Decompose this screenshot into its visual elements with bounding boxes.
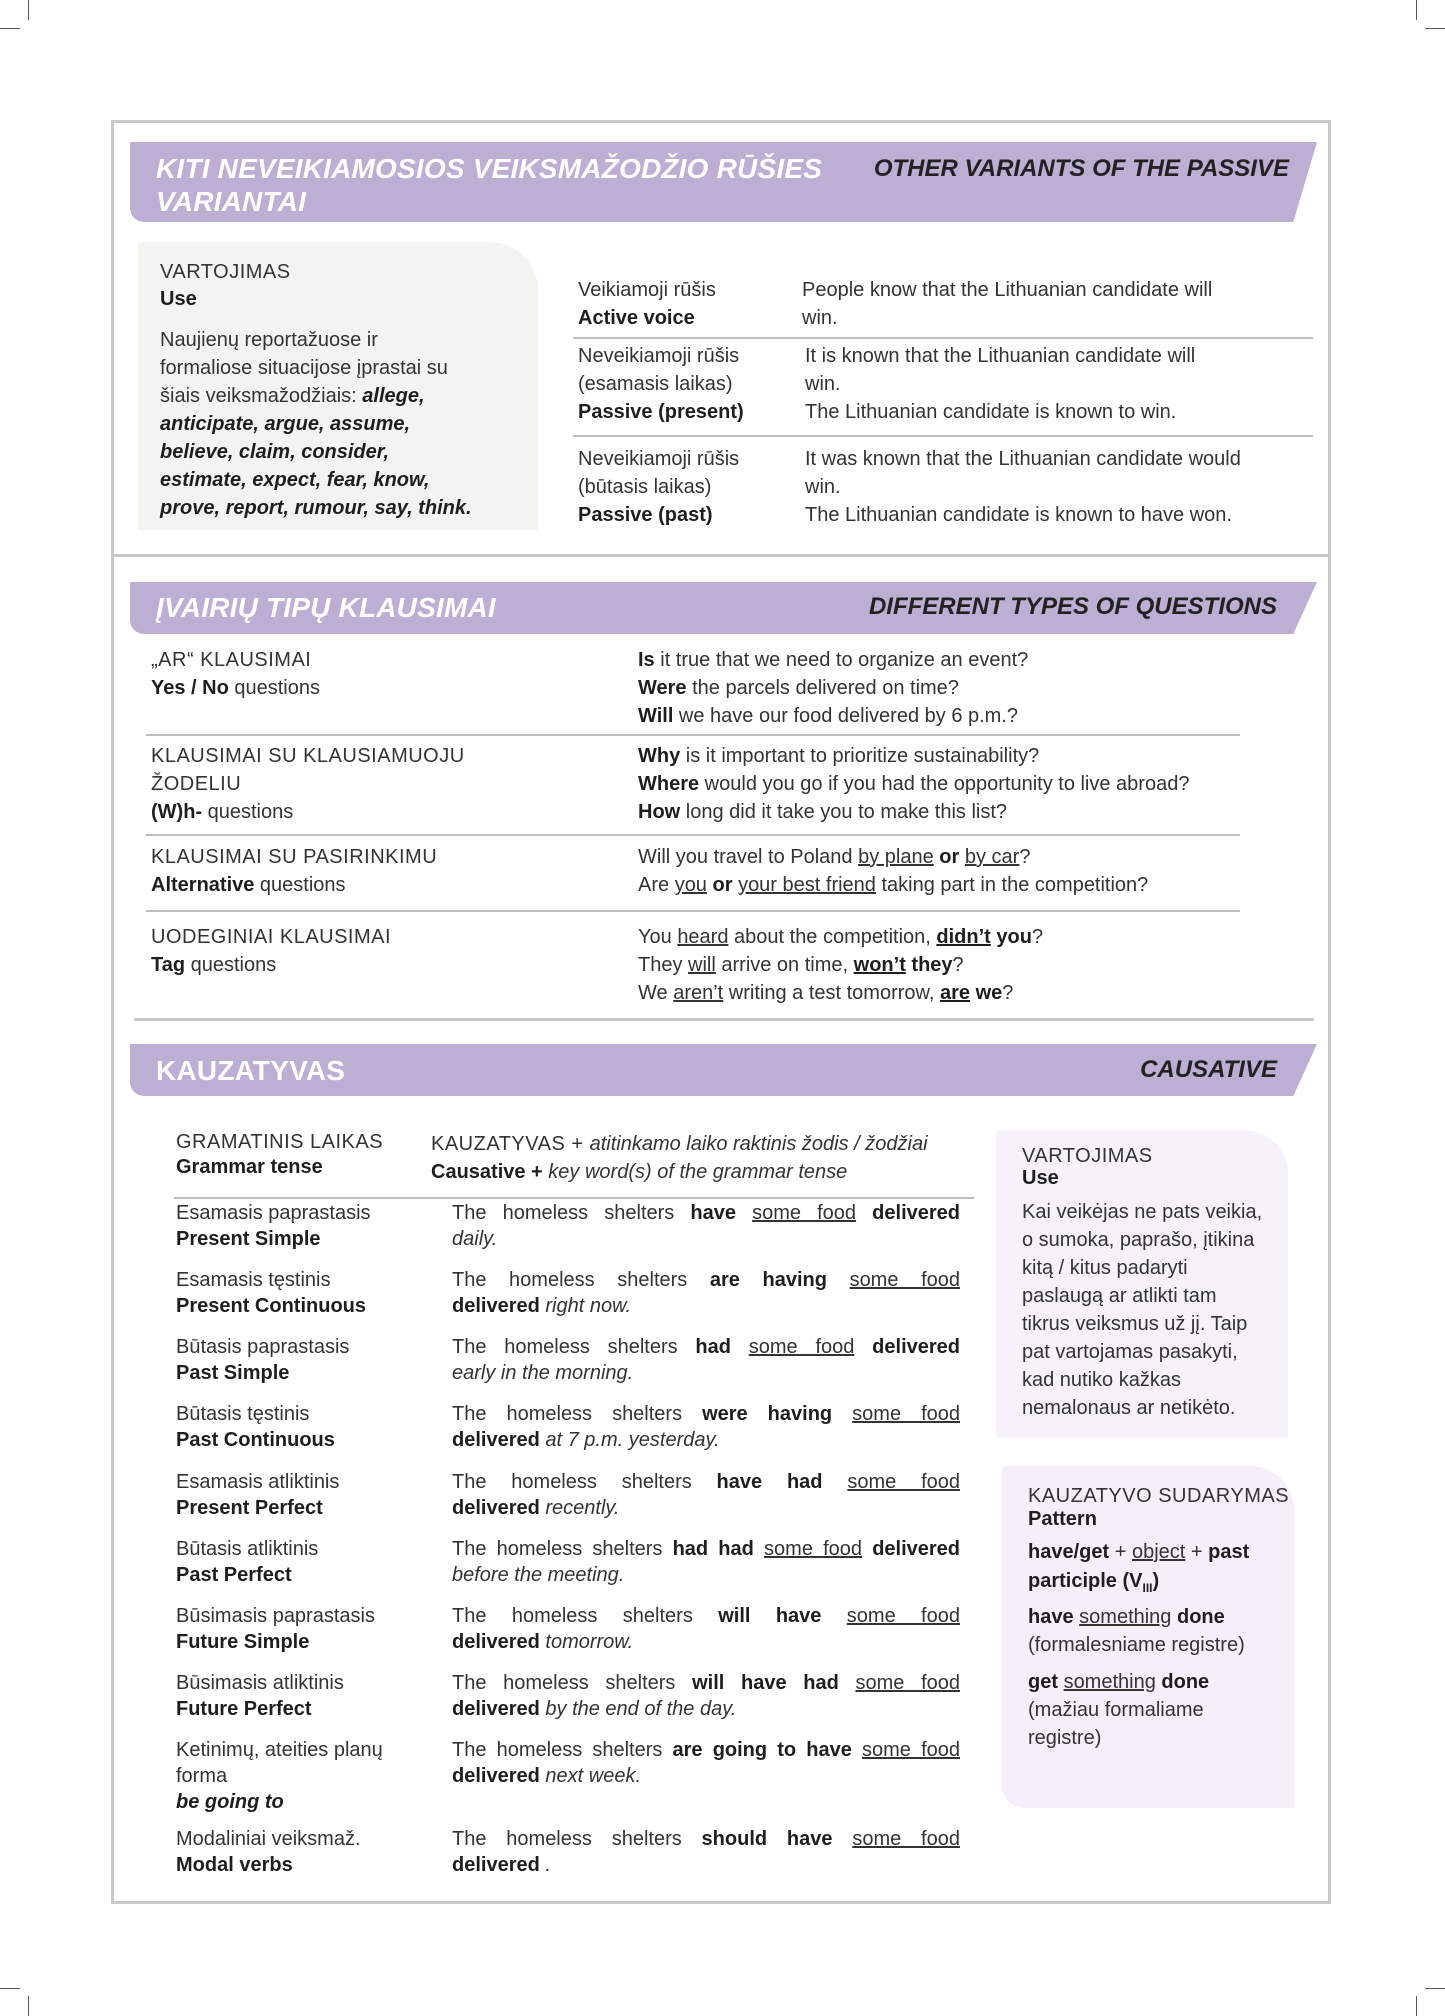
causative-example: The homeless shelters have had some food delivered recently. [452, 1471, 960, 1519]
section-header-passive [130, 142, 1317, 222]
crop-mark [28, 1996, 29, 2016]
causative-header-tense: GRAMATINIS LAIKAS Grammar tense [176, 1131, 384, 1178]
causative-example: The homeless shelters will have some food delivered tomorrow. [452, 1605, 960, 1653]
pattern-get-something-done: get something done (mažiau formaliame registre) [1028, 1671, 1210, 1749]
section-separator [134, 1018, 1314, 1021]
question-type-wh: KLAUSIMAI SU KLAUSIAMUOJU ŽODELIU (W)h- questions [151, 745, 465, 823]
passive-row-past-example: It was known that the Lithuanian candidate would win. The Lithuanian candidate is known to have won. [805, 448, 1241, 526]
causative-header-pattern: KAUZATYVAS + atitinkamo laiko raktinis žodis / žodžiai Causative + key word(s) of the grammar tense [431, 1133, 928, 1183]
causative-example: The homeless shelters will have had some food delivered by the end of the day. [452, 1672, 961, 1720]
tense-name: Esamasis atliktinis Present Perfect [176, 1471, 340, 1519]
causative-example: The homeless shelters should have some food delivered . [452, 1828, 960, 1876]
question-type-yesno: „AR“ KLAUSIMAI Yes / No questions [151, 649, 320, 699]
row-divider [146, 910, 1240, 912]
section-header-questions [130, 582, 1317, 634]
section-title-lt: ĮVAIRIŲ TIPŲ KLAUSIMAI [156, 592, 496, 623]
section-header-causative [130, 1044, 1317, 1096]
row-divider [146, 734, 1240, 736]
row-divider [146, 834, 1240, 836]
section-title-en: DIFFERENT TYPES OF QUESTIONS [868, 593, 1277, 620]
crop-mark [0, 1988, 20, 1989]
table-header-divider [174, 1197, 974, 1199]
tense-name: Ketinimų, ateities planų forma be going to [176, 1739, 383, 1813]
passive-row-present: Neveikiamoji rūšis (esamasis laikas) Passive (present) [578, 345, 744, 423]
section-title-en: OTHER VARIANTS OF THE PASSIVE [873, 155, 1289, 182]
question-type-alternative: KLAUSIMAI SU PASIRINKIMU Alternative questions [151, 846, 438, 896]
question-examples-wh: Why is it important to prioritize sustainability? Where would you go if you had the opportunity to live abroad? How long did it take you to make this list? [638, 745, 1190, 823]
crop-mark [1425, 1988, 1445, 1989]
causative-example: The homeless shelters were having some food delivered at 7 p.m. yesterday. [452, 1403, 960, 1451]
causative-example: The homeless shelters are having some food delivered right now. [452, 1269, 960, 1317]
pattern-label-en: Pattern [1028, 1508, 1097, 1530]
passive-row-present-example: It is known that the Lithuanian candidate will win. The Lithuanian candidate is known to win. [805, 345, 1196, 423]
tense-name: Būtasis paprastasis Past Simple [176, 1336, 350, 1384]
tense-name: Būtasis atliktinis Past Perfect [176, 1538, 319, 1586]
passive-row-active-example: People know that the Lithuanian candidate will win. [802, 279, 1213, 329]
use-text: Naujienų reportažuose ir formaliose situacijose įprastai su šiais veiksmažodžiais: allege, anticipate, argue, assume, believe, claim, consider, estimate, expect, fear, know, prove, report, rumour, say, think. [160, 329, 472, 519]
section-title-lt: KAUZATYVAS [156, 1055, 346, 1086]
section-title-lt: KITI NEVEIKIAMOSIOS VEIKSMAŽODŽIO RŪŠIES VARIANTAI [156, 153, 823, 217]
causative-example: The homeless shelters had some food delivered early in the morning. [452, 1336, 960, 1384]
passive-row-past: Neveikiamoji rūšis (būtasis laikas) Passive (past) [578, 448, 740, 526]
section-separator [114, 554, 1328, 557]
tense-name: Modaliniai veiksmaž. Modal verbs [176, 1828, 361, 1876]
use-label-lt: VARTOJIMAS [160, 261, 291, 283]
causative-use-text: Kai veikėjas ne pats veikia, o sumoka, paprašo, įtikina kitą / kitus padaryti paslaugą ar atlikti tam tikrus veiksmus už jį. Taip pat vartojamas pasakyti, kad nutiko kažkas nemalonaus ar netikėto. [1022, 1201, 1263, 1419]
pattern-formula: have/get + object + past participle $(V_{III})$ [1028, 1541, 1250, 1595]
causative-use-label-lt: VARTOJIMAS [1022, 1145, 1153, 1167]
crop-mark [1416, 1996, 1417, 2016]
tense-name: Būsimasis paprastasis Future Simple [176, 1605, 375, 1653]
crop-mark [1416, 0, 1417, 20]
crop-mark [28, 0, 29, 20]
crop-mark [0, 28, 20, 29]
causative-use-label-en: Use [1022, 1167, 1059, 1189]
question-examples-alternative: Will you travel to Poland by plane or by car? Are you or your best friend taking part in the competition? [638, 846, 1149, 896]
passive-row-active: Veikiamoji rūšis Active voice [578, 279, 716, 329]
question-examples-tag: You heard about the competition, didn’t you? They will arrive on time, won’t they? We aren’t writing a test tomorrow, are we? [638, 926, 1044, 1004]
tense-name: Būtasis tęstinis Past Continuous [176, 1403, 335, 1451]
question-type-tag: UODEGINIAI KLAUSIMAI Tag questions [151, 926, 392, 976]
causative-example: The homeless shelters have some food delivered daily. [452, 1202, 960, 1250]
tense-name: Būsimasis atliktinis Future Perfect [176, 1672, 344, 1720]
tense-name: Esamasis paprastasis Present Simple [176, 1202, 371, 1250]
use-label-en: Use [160, 288, 197, 310]
crop-mark [1425, 28, 1445, 29]
tense-name: Esamasis tęstinis Present Continuous [176, 1269, 367, 1317]
section-title-en: CAUSATIVE [1140, 1056, 1277, 1083]
pattern-have-something-done: have something done (formalesniame registre) [1028, 1606, 1245, 1656]
row-divider [573, 435, 1313, 437]
pattern-label-lt: KAUZATYVO SUDARYMAS [1028, 1485, 1290, 1507]
row-divider [573, 337, 1313, 339]
causative-example: The homeless shelters had had some food delivered before the meeting. [452, 1538, 961, 1586]
causative-example: The homeless shelters are going to have some food delivered next week. [452, 1739, 960, 1787]
question-examples-yesno: Is it true that we need to organize an event? Were the parcels delivered on time? Will we have our food delivered by 6 p.m.? [638, 649, 1029, 727]
